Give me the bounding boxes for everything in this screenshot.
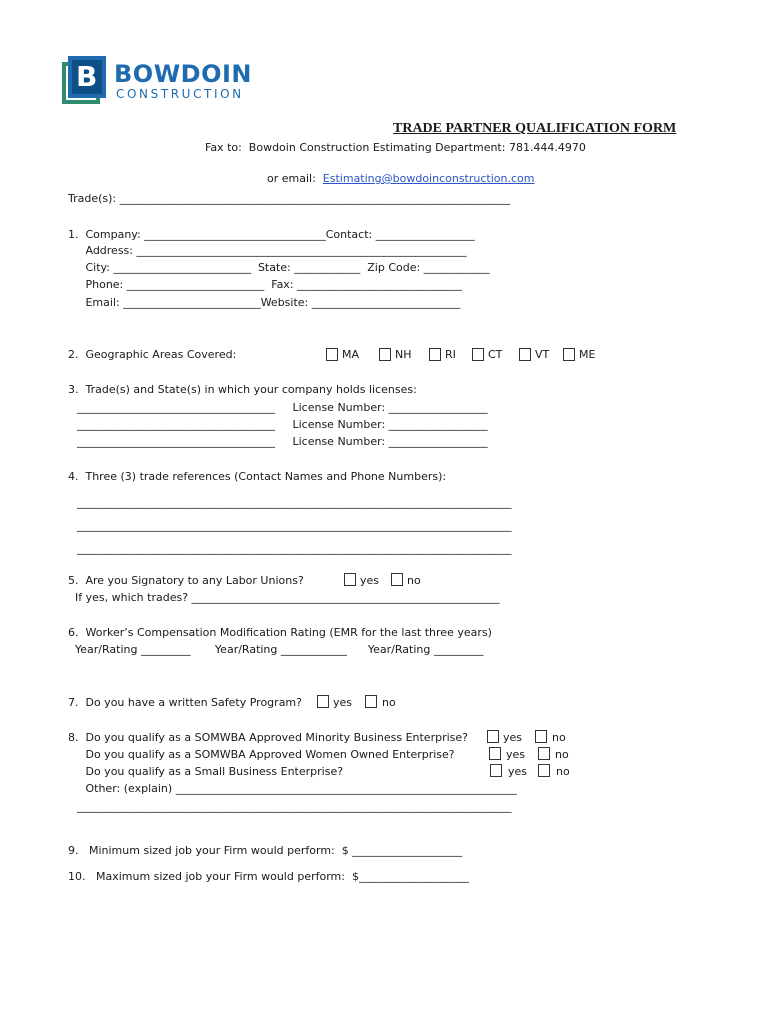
unions-yes-checkbox[interactable] [344,573,356,586]
checkbox-ri[interactable] [429,348,441,361]
reference-line[interactable]: _______________________________________________________________________________ [77,519,512,532]
logo-mark [62,56,106,104]
safety-yes-label: yes [333,696,353,709]
state-label-ri: RI [445,348,456,361]
company-logo [62,56,272,108]
fax-line: Fax to: Bowdoin Construction Estimating Department: 781.444.4970 [205,141,586,154]
checkbox-vt[interactable] [519,348,531,361]
other-explain-field[interactable]: Other: (explain) ______________________________________________________________ [68,782,517,795]
emr-label: 6. Worker’s Compensation Modification Rating (EMR for the last three years) [68,626,492,639]
license-row[interactable]: ____________________________________ License Number: __________________ [77,418,488,431]
wbe-no-checkbox[interactable] [538,747,550,760]
reference-line[interactable]: _______________________________________________________________________________ [77,542,512,555]
state-label-nh: NH [395,348,412,361]
unions-yes-label: yes [360,574,380,587]
wbe-question: Do you qualify as a SOMWBA Approved Women Owned Enterprise? [68,748,455,761]
mbe-yes-label: yes [503,731,523,744]
phone-fax-field[interactable]: Phone: _________________________ Fax: ______________________________ [68,278,463,291]
sbe-question: Do you qualify as a Small Business Enterprise? [68,765,344,778]
state-label-ct: CT [488,348,503,361]
unions-no-label: no [407,574,421,587]
max-job-size-field[interactable]: 10. Maximum sized job your Firm would perform: $____________________ [68,870,469,883]
safety-no-checkbox[interactable] [365,695,377,708]
safety-no-label: no [382,696,396,709]
licenses-label: 3. Trade(s) and State(s) in which your company holds licenses: [68,383,417,396]
state-label-me: ME [579,348,596,361]
wbe-yes-label: yes [506,748,526,761]
sbe-yes-checkbox[interactable] [490,764,502,777]
email-line [260,158,534,186]
email-website-field[interactable]: Email: _________________________Website: ___________________________ [68,296,461,309]
sbe-no-label: no [556,765,570,778]
checkbox-me[interactable] [563,348,575,361]
union-trades-field[interactable]: If yes, which trades? ________________________________________________________ [68,591,500,604]
city-state-zip-field[interactable]: City: _________________________ State: ____________ Zip Code: ____________ [68,261,490,274]
mbe-yes-checkbox[interactable] [487,730,499,743]
sbe-no-checkbox[interactable] [538,764,550,777]
min-job-size-field[interactable]: 9. Minimum sized job your Firm would perform: $ ____________________ [68,844,463,857]
state-label-ma: MA [342,348,360,361]
email-prefix: or email: [267,172,323,185]
company-contact-field[interactable]: 1. Company: _________________________________Contact: __________________ [68,228,475,241]
email-link[interactable]: Estimating@bowdoinconstruction.com [322,172,535,185]
safety-yes-checkbox[interactable] [317,695,329,708]
mbe-no-checkbox[interactable] [535,730,547,743]
mbe-question: 8. Do you qualify as a SOMWBA Approved Minority Business Enterprise? [68,731,468,744]
logo-subtitle: CONSTRUCTION [116,87,244,101]
logo-name: BOWDOIN [114,60,253,88]
logo-letter: B [76,60,98,93]
reference-line[interactable]: _______________________________________________________________________________ [77,496,512,509]
address-field[interactable]: Address: ____________________________________________________________ [68,244,467,257]
mbe-no-label: no [552,731,566,744]
wbe-yes-checkbox[interactable] [489,747,501,760]
references-label: 4. Three (3) trade references (Contact Names and Phone Numbers): [68,470,447,483]
wbe-no-label: no [555,748,569,761]
form-title: TRADE PARTNER QUALIFICATION FORM [393,121,677,136]
unions-label: 5. Are you Signatory to any Labor Unions? [68,574,304,587]
checkbox-ma[interactable] [326,348,338,361]
safety-label: 7. Do you have a written Safety Program? [68,696,302,709]
unions-no-checkbox[interactable] [391,573,403,586]
state-label-vt: VT [535,348,550,361]
checkbox-nh[interactable] [379,348,391,361]
geographic-label: 2. Geographic Areas Covered: [68,348,237,361]
sbe-yes-label: yes [508,765,528,778]
other-explain-continued[interactable]: _______________________________________________________________________________ [77,800,512,813]
checkbox-ct[interactable] [472,348,484,361]
license-row[interactable]: ____________________________________ License Number: __________________ [77,435,488,448]
license-row[interactable]: ____________________________________ License Number: __________________ [77,401,488,414]
emr-ratings-field[interactable]: Year/Rating _________ Year/Rating ____________ Year/Rating _________ [68,643,484,656]
trades-field[interactable]: Trade(s): _______________________________________________________________________ [68,192,511,205]
